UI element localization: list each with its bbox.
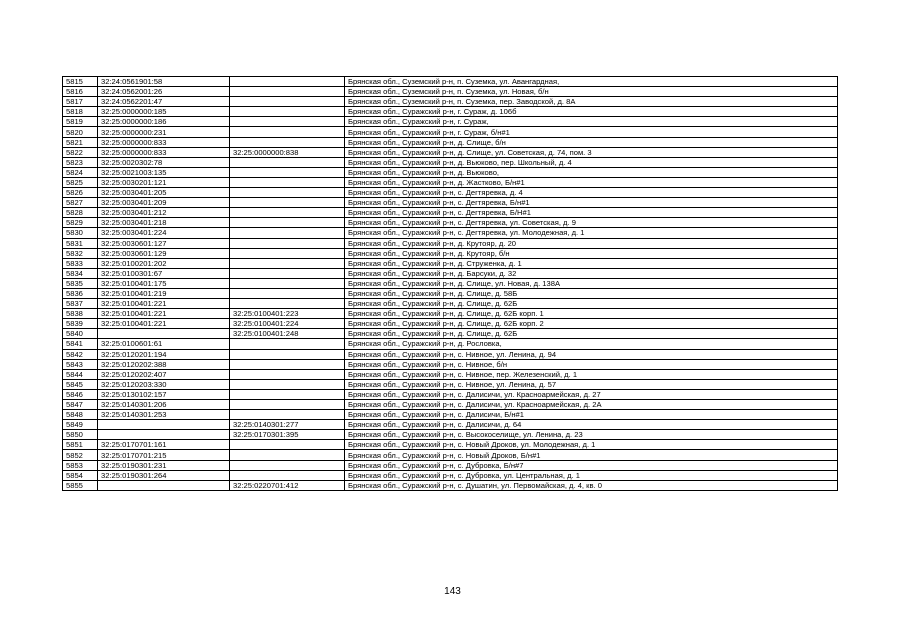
row-number-cell: 5832 bbox=[63, 248, 98, 258]
cadastral-number-cell: 32:25:0190301:231 bbox=[98, 460, 230, 470]
row-number-cell: 5837 bbox=[63, 299, 98, 309]
linked-cadastral-number-cell bbox=[230, 167, 345, 177]
linked-cadastral-number-cell bbox=[230, 117, 345, 127]
row-number-cell: 5849 bbox=[63, 420, 98, 430]
address-cell: Брянская обл., Суражский р-н, с. Дегтяревка, ул. Молодежная, д. 1 bbox=[345, 228, 838, 238]
table-row bbox=[63, 288, 838, 298]
linked-cadastral-number-cell: 32:25:0170301:395 bbox=[230, 430, 345, 440]
table-row bbox=[63, 329, 838, 339]
cadastral-number-cell: 32:25:0021003:135 bbox=[98, 167, 230, 177]
linked-cadastral-number-cell bbox=[230, 258, 345, 268]
linked-cadastral-number-cell bbox=[230, 369, 345, 379]
address-cell: Брянская обл., Суражский р-н, д. Крутояр, д. 20 bbox=[345, 238, 838, 248]
linked-cadastral-number-cell bbox=[230, 460, 345, 470]
address-cell: Брянская обл., Суражский р-н, с. Высокоселище, ул. Ленина, д. 23 bbox=[345, 430, 838, 440]
table-row bbox=[63, 379, 838, 389]
row-number-cell: 5846 bbox=[63, 389, 98, 399]
linked-cadastral-number-cell bbox=[230, 278, 345, 288]
cadastral-number-cell: 32:25:0100201:202 bbox=[98, 258, 230, 268]
row-number-cell: 5820 bbox=[63, 127, 98, 137]
row-number-cell: 5852 bbox=[63, 450, 98, 460]
linked-cadastral-number-cell: 32:25:0100401:223 bbox=[230, 309, 345, 319]
row-number-cell: 5826 bbox=[63, 188, 98, 198]
cadastral-number-cell: 32:25:0000000:231 bbox=[98, 127, 230, 137]
address-cell: Брянская обл., Суражский р-н, г. Сураж, д. 106б bbox=[345, 107, 838, 117]
address-cell: Брянская обл., Суражский р-н, д. Слище, д. 62Б корп. 2 bbox=[345, 319, 838, 329]
row-number-cell: 5834 bbox=[63, 268, 98, 278]
linked-cadastral-number-cell bbox=[230, 299, 345, 309]
row-number-cell: 5854 bbox=[63, 470, 98, 480]
table-row bbox=[63, 218, 838, 228]
cadastral-number-cell: 32:25:0030401:224 bbox=[98, 228, 230, 238]
row-number-cell: 5816 bbox=[63, 87, 98, 97]
cadastral-number-cell: 32:25:0030601:127 bbox=[98, 238, 230, 248]
row-number-cell: 5828 bbox=[63, 208, 98, 218]
row-number-cell: 5821 bbox=[63, 137, 98, 147]
cadastral-number-cell: 32:25:0000000:186 bbox=[98, 117, 230, 127]
cadastral-number-cell: 32:25:0170701:161 bbox=[98, 440, 230, 450]
linked-cadastral-number-cell bbox=[230, 107, 345, 117]
cadastral-number-cell: 32:25:0100401:221 bbox=[98, 309, 230, 319]
cadastral-number-cell: 32:25:0100401:221 bbox=[98, 299, 230, 309]
cadastral-number-cell: 32:25:0140301:206 bbox=[98, 400, 230, 410]
cadastral-number-cell: 32:25:0030201:121 bbox=[98, 177, 230, 187]
row-number-cell: 5831 bbox=[63, 238, 98, 248]
page-number: 143 bbox=[444, 586, 461, 597]
registry-table-body bbox=[63, 77, 838, 491]
table-row bbox=[63, 430, 838, 440]
row-number-cell: 5815 bbox=[63, 77, 98, 87]
table-row bbox=[63, 470, 838, 480]
table-row bbox=[63, 460, 838, 470]
address-cell: Брянская обл., Суражский р-н, д. Крутояр, б/н bbox=[345, 248, 838, 258]
linked-cadastral-number-cell bbox=[230, 339, 345, 349]
row-number-cell: 5829 bbox=[63, 218, 98, 228]
table-row bbox=[63, 147, 838, 157]
row-number-cell: 5822 bbox=[63, 147, 98, 157]
cadastral-number-cell bbox=[98, 420, 230, 430]
row-number-cell: 5823 bbox=[63, 157, 98, 167]
table-row bbox=[63, 248, 838, 258]
table-row bbox=[63, 389, 838, 399]
address-cell: Брянская обл., Суражский р-н, с. Дубровка, ул. Центральная, д. 1 bbox=[345, 470, 838, 480]
table-row bbox=[63, 107, 838, 117]
address-cell: Брянская обл., Суражский р-н, с. Далисичи, ул. Красноармейская, д. 27 bbox=[345, 389, 838, 399]
linked-cadastral-number-cell bbox=[230, 400, 345, 410]
linked-cadastral-number-cell bbox=[230, 248, 345, 258]
linked-cadastral-number-cell: 32:25:0220701:412 bbox=[230, 480, 345, 490]
row-number-cell: 5836 bbox=[63, 288, 98, 298]
table-row bbox=[63, 258, 838, 268]
address-cell: Брянская обл., Суражский р-н, д. Струженка, д. 1 bbox=[345, 258, 838, 268]
row-number-cell: 5842 bbox=[63, 349, 98, 359]
row-number-cell: 5840 bbox=[63, 329, 98, 339]
address-cell: Брянская обл., Суражский р-н, с. Дегтяревка, д. 4 bbox=[345, 188, 838, 198]
address-cell: Брянская обл., Суражский р-н, д. Слище, б/н bbox=[345, 137, 838, 147]
linked-cadastral-number-cell: 32:25:0000000:838 bbox=[230, 147, 345, 157]
address-cell: Брянская обл., Суражский р-н, с. Дегтяревка, ул. Советская, д. 9 bbox=[345, 218, 838, 228]
row-number-cell: 5817 bbox=[63, 97, 98, 107]
linked-cadastral-number-cell bbox=[230, 228, 345, 238]
cadastral-number-cell: 32:25:0120202:407 bbox=[98, 369, 230, 379]
address-cell: Брянская обл., Суражский р-н, д. Слище, д. 62Б bbox=[345, 329, 838, 339]
row-number-cell: 5835 bbox=[63, 278, 98, 288]
table-row bbox=[63, 157, 838, 167]
linked-cadastral-number-cell bbox=[230, 188, 345, 198]
row-number-cell: 5855 bbox=[63, 480, 98, 490]
linked-cadastral-number-cell bbox=[230, 77, 345, 87]
linked-cadastral-number-cell bbox=[230, 359, 345, 369]
row-number-cell: 5847 bbox=[63, 400, 98, 410]
cadastral-number-cell: 32:25:0120203:330 bbox=[98, 379, 230, 389]
address-cell: Брянская обл., Суражский р-н, д. Барсуки, д. 32 bbox=[345, 268, 838, 278]
table-row bbox=[63, 198, 838, 208]
address-cell: Брянская обл., Суражский р-н, г. Сураж, б/н#1 bbox=[345, 127, 838, 137]
row-number-cell: 5825 bbox=[63, 177, 98, 187]
address-cell: Брянская обл., Суражский р-н, д. Вьюково, bbox=[345, 167, 838, 177]
linked-cadastral-number-cell bbox=[230, 268, 345, 278]
cadastral-number-cell: 32:25:0000000:185 bbox=[98, 107, 230, 117]
table-row bbox=[63, 420, 838, 430]
linked-cadastral-number-cell bbox=[230, 389, 345, 399]
row-number-cell: 5844 bbox=[63, 369, 98, 379]
linked-cadastral-number-cell bbox=[230, 97, 345, 107]
row-number-cell: 5848 bbox=[63, 410, 98, 420]
address-cell: Брянская обл., Суражский р-н, с. Новый Дроков, ул. Молодежная, д. 1 bbox=[345, 440, 838, 450]
linked-cadastral-number-cell bbox=[230, 349, 345, 359]
cadastral-number-cell: 32:25:0100401:221 bbox=[98, 319, 230, 329]
cadastral-number-cell: 32:25:0100401:219 bbox=[98, 288, 230, 298]
row-number-cell: 5827 bbox=[63, 198, 98, 208]
address-cell: Брянская обл., Суражский р-н, с. Далисичи, ул. Красноармейская, д. 2А bbox=[345, 400, 838, 410]
address-cell: Брянская обл., Суражский р-н, с. Нивное, ул. Ленина, д. 57 bbox=[345, 379, 838, 389]
row-number-cell: 5830 bbox=[63, 228, 98, 238]
cadastral-number-cell bbox=[98, 480, 230, 490]
table-row bbox=[63, 208, 838, 218]
table-row bbox=[63, 278, 838, 288]
cadastral-number-cell: 32:25:0030601:129 bbox=[98, 248, 230, 258]
address-cell: Брянская обл., Суражский р-н, с. Дубровка, Б/н#7 bbox=[345, 460, 838, 470]
table-row bbox=[63, 87, 838, 97]
cadastral-number-cell bbox=[98, 430, 230, 440]
address-cell: Брянская обл., Суражский р-н, с. Далисичи, Б/н#1 bbox=[345, 410, 838, 420]
address-cell: Брянская обл., Суземский р-н, п. Суземка, ул. Авангардная, bbox=[345, 77, 838, 87]
linked-cadastral-number-cell bbox=[230, 87, 345, 97]
linked-cadastral-number-cell bbox=[230, 379, 345, 389]
table-row bbox=[63, 410, 838, 420]
address-cell: Брянская обл., Суражский р-н, с. Душатин, ул. Первомайская, д. 4, кв. 0 bbox=[345, 480, 838, 490]
row-number-cell: 5838 bbox=[63, 309, 98, 319]
table-row bbox=[63, 228, 838, 238]
linked-cadastral-number-cell bbox=[230, 198, 345, 208]
address-cell: Брянская обл., Суражский р-н, с. Дегтяревка, Б/н#1 bbox=[345, 198, 838, 208]
address-cell: Брянская обл., Суземский р-н, п. Суземка, ул. Новая, б/н bbox=[345, 87, 838, 97]
address-cell: Брянская обл., Суражский р-н, с. Нивное, б/н bbox=[345, 359, 838, 369]
cadastral-number-cell: 32:24:0561901:58 bbox=[98, 77, 230, 87]
table-row bbox=[63, 319, 838, 329]
cadastral-number-cell: 32:25:0100301:67 bbox=[98, 268, 230, 278]
table-row bbox=[63, 268, 838, 278]
cadastral-number-cell: 32:25:0020302:78 bbox=[98, 157, 230, 167]
address-cell: Брянская обл., Суражский р-н, д. Жастково, Б/н#1 bbox=[345, 177, 838, 187]
cadastral-number-cell: 32:25:0000000:833 bbox=[98, 137, 230, 147]
table-row bbox=[63, 77, 838, 87]
cadastral-number-cell: 32:25:0100601:61 bbox=[98, 339, 230, 349]
linked-cadastral-number-cell bbox=[230, 218, 345, 228]
linked-cadastral-number-cell bbox=[230, 410, 345, 420]
address-cell: Брянская обл., Суражский р-н, с. Дегтяревка, Б/Н#1 bbox=[345, 208, 838, 218]
cadastral-number-cell: 32:25:0100401:175 bbox=[98, 278, 230, 288]
linked-cadastral-number-cell bbox=[230, 440, 345, 450]
table-row bbox=[63, 177, 838, 187]
address-cell: Брянская обл., Суражский р-н, с. Нивное, пер. Железенский, д. 1 bbox=[345, 369, 838, 379]
table-row bbox=[63, 97, 838, 107]
cadastral-number-cell: 32:25:0000000:833 bbox=[98, 147, 230, 157]
row-number-cell: 5853 bbox=[63, 460, 98, 470]
cadastral-number-cell: 32:25:0190301:264 bbox=[98, 470, 230, 480]
address-cell: Брянская обл., Суземский р-н, п. Суземка, пер. Заводской, д. 8А bbox=[345, 97, 838, 107]
linked-cadastral-number-cell: 32:25:0100401:248 bbox=[230, 329, 345, 339]
cadastral-number-cell: 32:24:0562201:47 bbox=[98, 97, 230, 107]
cadastral-number-cell: 32:25:0130102:157 bbox=[98, 389, 230, 399]
table-row bbox=[63, 440, 838, 450]
cadastral-number-cell: 32:25:0120202:388 bbox=[98, 359, 230, 369]
linked-cadastral-number-cell bbox=[230, 288, 345, 298]
table-row bbox=[63, 127, 838, 137]
address-cell: Брянская обл., Суражский р-н, д. Слище, ул. Новая, д. 138А bbox=[345, 278, 838, 288]
linked-cadastral-number-cell bbox=[230, 470, 345, 480]
linked-cadastral-number-cell bbox=[230, 157, 345, 167]
table-row bbox=[63, 359, 838, 369]
cadastral-number-cell: 32:25:0170701:215 bbox=[98, 450, 230, 460]
table-row bbox=[63, 309, 838, 319]
registry-table bbox=[62, 76, 838, 491]
cadastral-number-cell bbox=[98, 329, 230, 339]
table-row bbox=[63, 369, 838, 379]
row-number-cell: 5850 bbox=[63, 430, 98, 440]
cadastral-number-cell: 32:25:0030401:209 bbox=[98, 198, 230, 208]
cadastral-number-cell: 32:25:0030401:212 bbox=[98, 208, 230, 218]
address-cell: Брянская обл., Суражский р-н, д. Слище, ул. Советская, д. 74, пом. 3 bbox=[345, 147, 838, 157]
row-number-cell: 5824 bbox=[63, 167, 98, 177]
linked-cadastral-number-cell bbox=[230, 450, 345, 460]
address-cell: Брянская обл., Суражский р-н, д. Рословка, bbox=[345, 339, 838, 349]
linked-cadastral-number-cell bbox=[230, 137, 345, 147]
table-row bbox=[63, 238, 838, 248]
row-number-cell: 5851 bbox=[63, 440, 98, 450]
row-number-cell: 5841 bbox=[63, 339, 98, 349]
table-row bbox=[63, 167, 838, 177]
cadastral-number-cell: 32:25:0030401:205 bbox=[98, 188, 230, 198]
table-row bbox=[63, 117, 838, 127]
linked-cadastral-number-cell bbox=[230, 177, 345, 187]
address-cell: Брянская обл., Суражский р-н, д. Вьюково, пер. Школьный, д. 4 bbox=[345, 157, 838, 167]
table-row bbox=[63, 188, 838, 198]
address-cell: Брянская обл., Суражский р-н, с. Нивное, ул. Ленина, д. 94 bbox=[345, 349, 838, 359]
address-cell: Брянская обл., Суражский р-н, д. Слище, д. 62Б bbox=[345, 299, 838, 309]
row-number-cell: 5843 bbox=[63, 359, 98, 369]
linked-cadastral-number-cell bbox=[230, 127, 345, 137]
table-row bbox=[63, 349, 838, 359]
table-row bbox=[63, 137, 838, 147]
address-cell: Брянская обл., Суражский р-н, д. Слище, д. 62Б корп. 1 bbox=[345, 309, 838, 319]
row-number-cell: 5819 bbox=[63, 117, 98, 127]
linked-cadastral-number-cell bbox=[230, 208, 345, 218]
cadastral-number-cell: 32:24:0562001:26 bbox=[98, 87, 230, 97]
table-row bbox=[63, 339, 838, 349]
table-row bbox=[63, 400, 838, 410]
row-number-cell: 5818 bbox=[63, 107, 98, 117]
table-row bbox=[63, 480, 838, 490]
address-cell: Брянская обл., Суражский р-н, д. Слище, д. 58Б bbox=[345, 288, 838, 298]
table-row bbox=[63, 299, 838, 309]
row-number-cell: 5845 bbox=[63, 379, 98, 389]
linked-cadastral-number-cell: 32:25:0100401:224 bbox=[230, 319, 345, 329]
cadastral-number-cell: 32:25:0140301:253 bbox=[98, 410, 230, 420]
row-number-cell: 5839 bbox=[63, 319, 98, 329]
table-row bbox=[63, 450, 838, 460]
address-cell: Брянская обл., Суражский р-н, с. Новый Дроков, Б/н#1 bbox=[345, 450, 838, 460]
cadastral-number-cell: 32:25:0120201:194 bbox=[98, 349, 230, 359]
row-number-cell: 5833 bbox=[63, 258, 98, 268]
linked-cadastral-number-cell bbox=[230, 238, 345, 248]
address-cell: Брянская обл., Суражский р-н, с. Далисичи, д. 64 bbox=[345, 420, 838, 430]
address-cell: Брянская обл., Суражский р-н, г. Сураж, bbox=[345, 117, 838, 127]
cadastral-number-cell: 32:25:0030401:218 bbox=[98, 218, 230, 228]
linked-cadastral-number-cell: 32:25:0140301:277 bbox=[230, 420, 345, 430]
